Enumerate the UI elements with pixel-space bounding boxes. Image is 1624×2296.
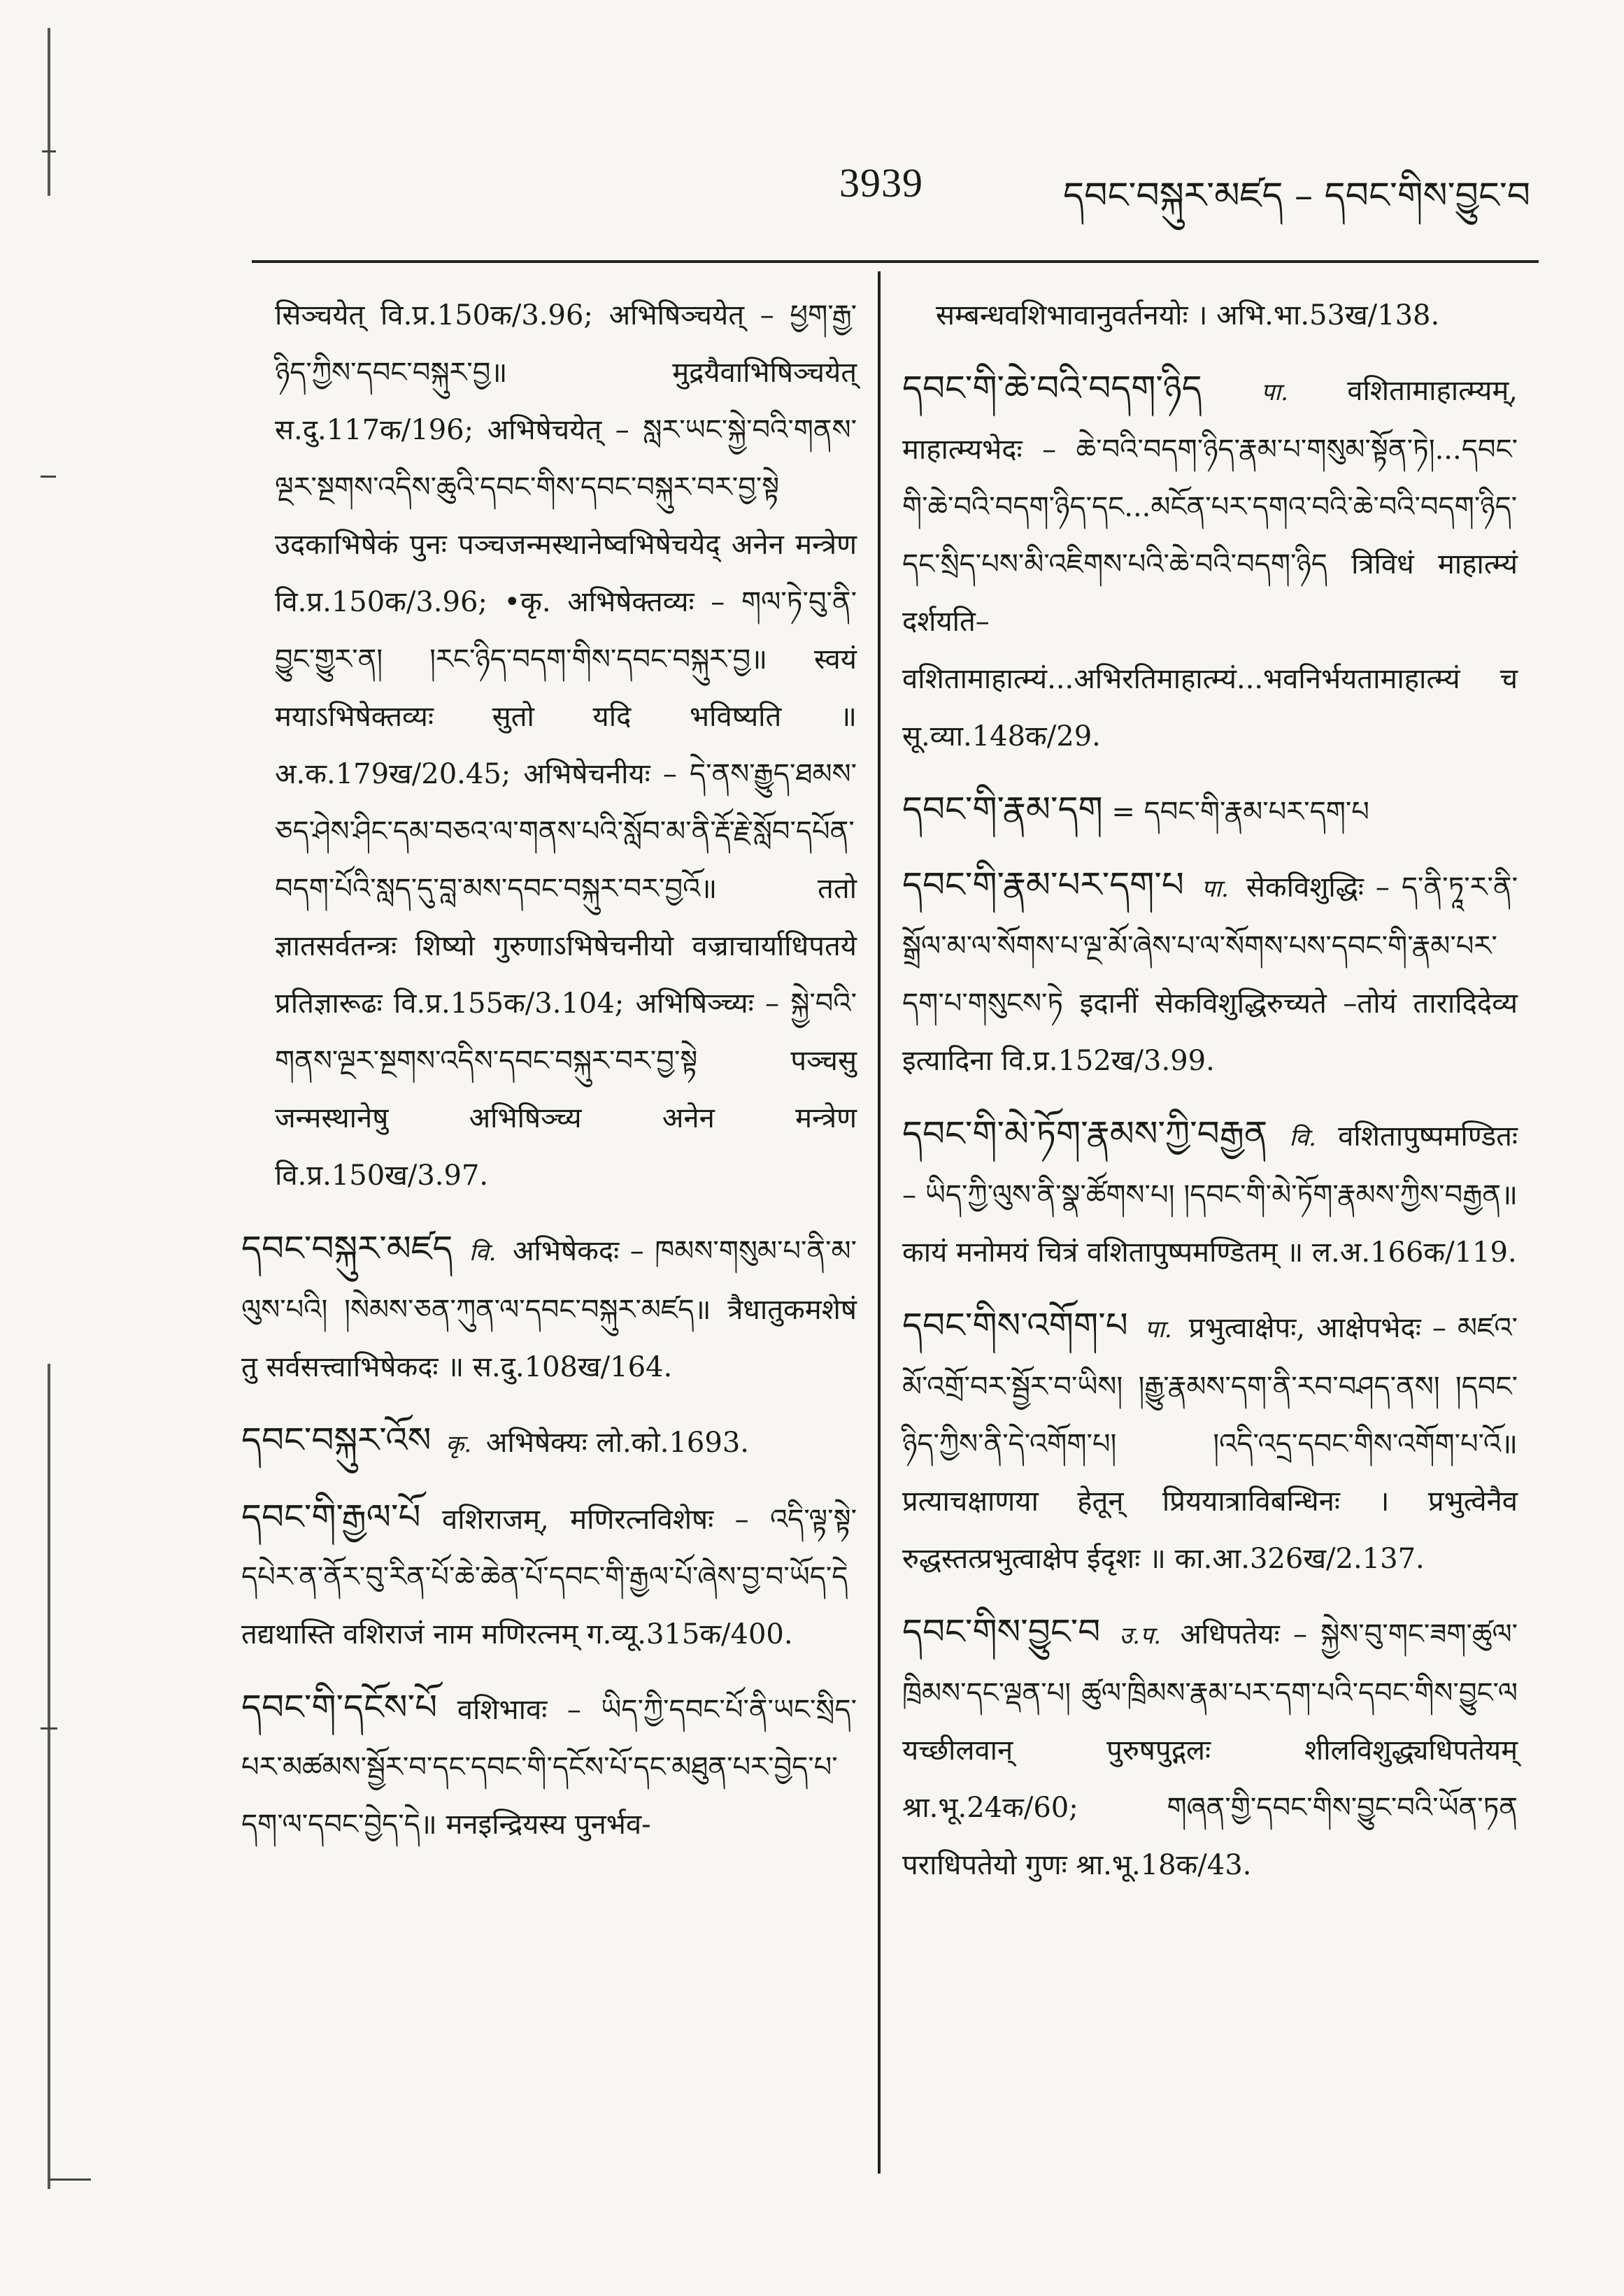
headword: དབང་བསྐུར་མཛད <box>241 1228 453 1269</box>
entry-text: प्रभुत्वाक्षेपः, आक्षेपभेदः – མཛའ་མོ་འགྲོ་བར་སྦྱོར་བ་ཡིས། །རྒྱུ་རྣམས་དག་ནི་རབ་བཤད་ནས། །དབང་ཉིད་ཀྱིས་ནི་དེ་འགོག་པ། །འདི་འདྲ་དབང་གིས་འགོག་པ་འོ॥ प्रत्याचक्षाणया हेतून् प्रिययात्राविबन्धिनः । प्रभुत्वेनैव रुद्धस्तत्प्रभुत्वाक्षेप ईदृशः ॥ का.आ.326ख/2.137. <box>902 1312 1518 1575</box>
headword: དབང་གི་ཆེ་བའི་བདག་ཉིད <box>902 368 1202 408</box>
margin-tick <box>49 2179 91 2181</box>
entry-text: अधिपतेयः – སྐྱེས་བུ་གང་ཟག་ཚུལ་ཁྲིམས་དང་ལྡན་པ། ཚུལ་ཁྲིམས་རྣམ་པར་དག་པའི་དབང་གིས་བྱུང་ལ यच्छीलवान् पुरुषपुद्गलः शीलविशुद्ध्यधिपतेयम् श्रा.भू.24क/60; གཞན་གྱི་དབང་གིས་བྱུང་བའི་ཡོན་ཏན पराधिपतेयो गुणः श्रा.भू.18क/43. <box>902 1618 1518 1881</box>
grammar-abbr: कृ. <box>446 1430 472 1458</box>
headword: དབང་བསྐུར་འོས <box>241 1420 432 1460</box>
grammar-abbr: पा. <box>1260 378 1288 406</box>
entry-text: वशितापुष्पमण्डितः – ཡིད་ཀྱི་ལུས་ནི་སྣ་ཚོགས་པ། །དབང་གི་མེ་ཏོག་རྣམས་ཀྱིས་བརྒྱན॥ कायं मनोमयं चित्रं वशितापुष्पमण्डितम् ॥ ल.अ.166क/119. <box>902 1120 1518 1269</box>
entry-text: सिञ्चयेत् वि.प्र.150क/3.96; अभिषिञ्चयेत् – ཕྱག་རྒྱ་ཉིད་ཀྱིས་དབང་བསྐུར་བྱ॥ मुद्रयैवाभिषिञ्चयेत् स.दु.117क/196; अभिषेचयेत् – སླར་ཡང་སྐྱེ་བའི་གནས་ལྔར་སྔགས་འདིས་ཆུའི་དབང་གིས་དབང་བསྐུར་བར་བྱ་སྟེ उदकाभिषेकं पुनः पञ्चजन्मस्थानेष्वभिषेचयेद् अनेन मन्त्रेण वि.प्र.150क/3.96; •कृ. अभिषेक्तव्यः – གལ་ཏེ་བུ་ནི་བྱུང་གྱུར་ན། །རང་ཉིད་བདག་གིས་དབང་བསྐུར་བྱ॥ स्वयं मयाऽभिषेक्तव्यः सुतो यदि भविष्यति ॥ अ.क.179ख/20.45; अभिषेचनीयः – དེ་ནས་རྒྱུད་ཐམས་ཅད་ཤེས་ཤིང་དམ་བཅའ་ལ་གནས་པའི་སློབ་མ་ནི་རྡོ་རྗེ་སློབ་དཔོན་བདག་པོའི་སླད་དུ་བླ་མས་དབང་བསྐུར་བར་བྱའོ॥ ततो ज्ञातसर्वतन्त्रः शिष्यो गुरुणाऽभिषेचनीयो वज्राचार्याधिपतये प्रतिज्ञारूढः वि.प्र.155क/3.104; अभिषिञ्च्यः – སྐྱེ་བའི་གནས་ལྔར་སྔགས་འདིས་དབང་བསྐུར་བར་བྱ་སྟེ पञ्चसु जन्मस्थानेषु अभिषिञ्च्य अनेन मन्त्रेण वि.प्र.150ख/3.97. <box>275 299 857 1192</box>
dictionary-entry <box>902 856 1518 1090</box>
entry-text: = དབང་གི་རྣམ་པར་དག་པ <box>1111 796 1369 828</box>
entry-text: वशिराजम्, मणिरत्नविशेषः – འདི་ལྟ་སྟེ་དཔེར་ན་ནོར་བུ་རིན་པོ་ཆེ་ཆེན་པོ་དབང་གི་རྒྱལ་པོ་ཞེས་བྱ་བ་ཡོད་དེ तद्यथास्ति वशिराजं नाम मणिरत्नम् ग.व्यू.315क/400. <box>241 1504 857 1650</box>
headword: དབང་གི་དངོས་པོ <box>241 1687 438 1727</box>
dictionary-entry <box>902 359 1518 765</box>
entry-text: सेकविशुद्धिः – ད་ནི་ཏཱ་ར་ནི་སྒྲོལ་མ་ལ་སོགས་པ་ལྔ་མོ་ཞེས་པ་ལ་སོགས་པས་དབང་གི་རྣམ་པར་དག་པ་གསུངས་ཏེ इदानीं सेकविशुद्धिरुच्यते –तोयं तारादिदेव्य इत्यादिना वि.प्र.152ख/3.99. <box>902 871 1518 1077</box>
headword: དབང་གི་རྒྱལ་པོ <box>241 1497 421 1537</box>
entry-text: अभिषेकदः – ཁམས་གསུམ་པ་ནི་མ་ལུས་པའི། །སེམས་ཅན་ཀུན་ལ་དབང་བསྐུར་མཛད॥ त्रैधातुकमशेषं तु सर्वसत्त्वाभिषेकदः ॥ स.दु.108ख/164. <box>241 1235 857 1383</box>
headword: དབང་གི་རྣམ་དག <box>902 789 1103 829</box>
dictionary-entry <box>241 1678 857 1853</box>
grammar-abbr: पा. <box>1144 1315 1172 1343</box>
entry-text: वशितामाहात्म्यम्, माहात्म्यभेदः – ཆེ་བའི་བདག་ཉིད་རྣམ་པ་གསུམ་སྟོན་ཏེ།...དབང་གི་ཆེ་བའི་བདག་ཉིད་དང...མངོན་པར་དགའ་བའི་ཆེ་བའི་བདག་ཉིད་དང་སྲིད་པས་མི་འཇིགས་པའི་ཆེ་བའི་བདག་ཉིད त्रिविधं माहात्म्यं दर्शयति–वशितामाहात्म्यं...अभिरतिमाहात्म्यं...भवनिर्भयतामाहात्म्यं च सू.व्या.148क/29. <box>902 375 1518 753</box>
headword: དབང་གིས་འགོག་པ <box>902 1305 1128 1346</box>
dictionary-entry <box>902 1105 1518 1281</box>
column-divider <box>878 271 881 2174</box>
grammar-abbr: वि. <box>469 1239 497 1267</box>
headword: དབང་གི་རྣམ་པར་དག་པ <box>902 864 1184 905</box>
headword: དབང་གིས་བྱུང་བ <box>902 1611 1101 1652</box>
margin-tick <box>42 150 56 152</box>
continued-entry <box>902 287 1518 344</box>
grammar-abbr: उ.प. <box>1119 1622 1162 1650</box>
header-rule <box>252 260 1539 263</box>
dictionary-entry <box>902 780 1518 841</box>
dictionary-entry <box>902 1297 1518 1588</box>
entry-text: सम्बन्धवशिभावानुवर्तनयोः । अभि.भा.53ख/138. <box>936 299 1440 331</box>
margin-scan-line <box>48 1364 50 2189</box>
dictionary-entry <box>902 1603 1518 1894</box>
dictionary-entry <box>241 1411 857 1473</box>
margin-tick <box>41 1727 57 1730</box>
running-head: དབང་བསྐུར་མཛད – དབང་གིས་བྱུང་བ <box>1063 175 1531 217</box>
dictionary-entry <box>241 1488 857 1663</box>
continued-entry <box>241 287 857 1204</box>
page-number: 3939 <box>839 160 923 206</box>
left-column <box>241 287 857 1869</box>
right-column <box>902 287 1518 1909</box>
entry-text: अभिषेक्यः लो.को.1693. <box>485 1427 749 1459</box>
margin-scan-line <box>48 28 50 196</box>
headword: དབང་གི་མེ་ཏོག་རྣམས་ཀྱི་བརྒྱན <box>902 1113 1268 1154</box>
margin-tick <box>41 476 56 478</box>
grammar-abbr: पा. <box>1201 875 1229 903</box>
entry-text: वशिभावः – ཡིད་ཀྱི་དབང་པོ་ནི་ཡང་སྲིད་པར་མཚམས་སྦྱོར་བ་དང་དབང་གི་དངོས་པོ་དང་མཐུན་པར་བྱེད་པ་དག་ལ་དབང་བྱེད་དེ॥ मनइन्द्रियस्य पुनर्भव- <box>241 1694 857 1841</box>
dictionary-entry <box>241 1220 857 1396</box>
grammar-abbr: वि. <box>1289 1124 1316 1152</box>
